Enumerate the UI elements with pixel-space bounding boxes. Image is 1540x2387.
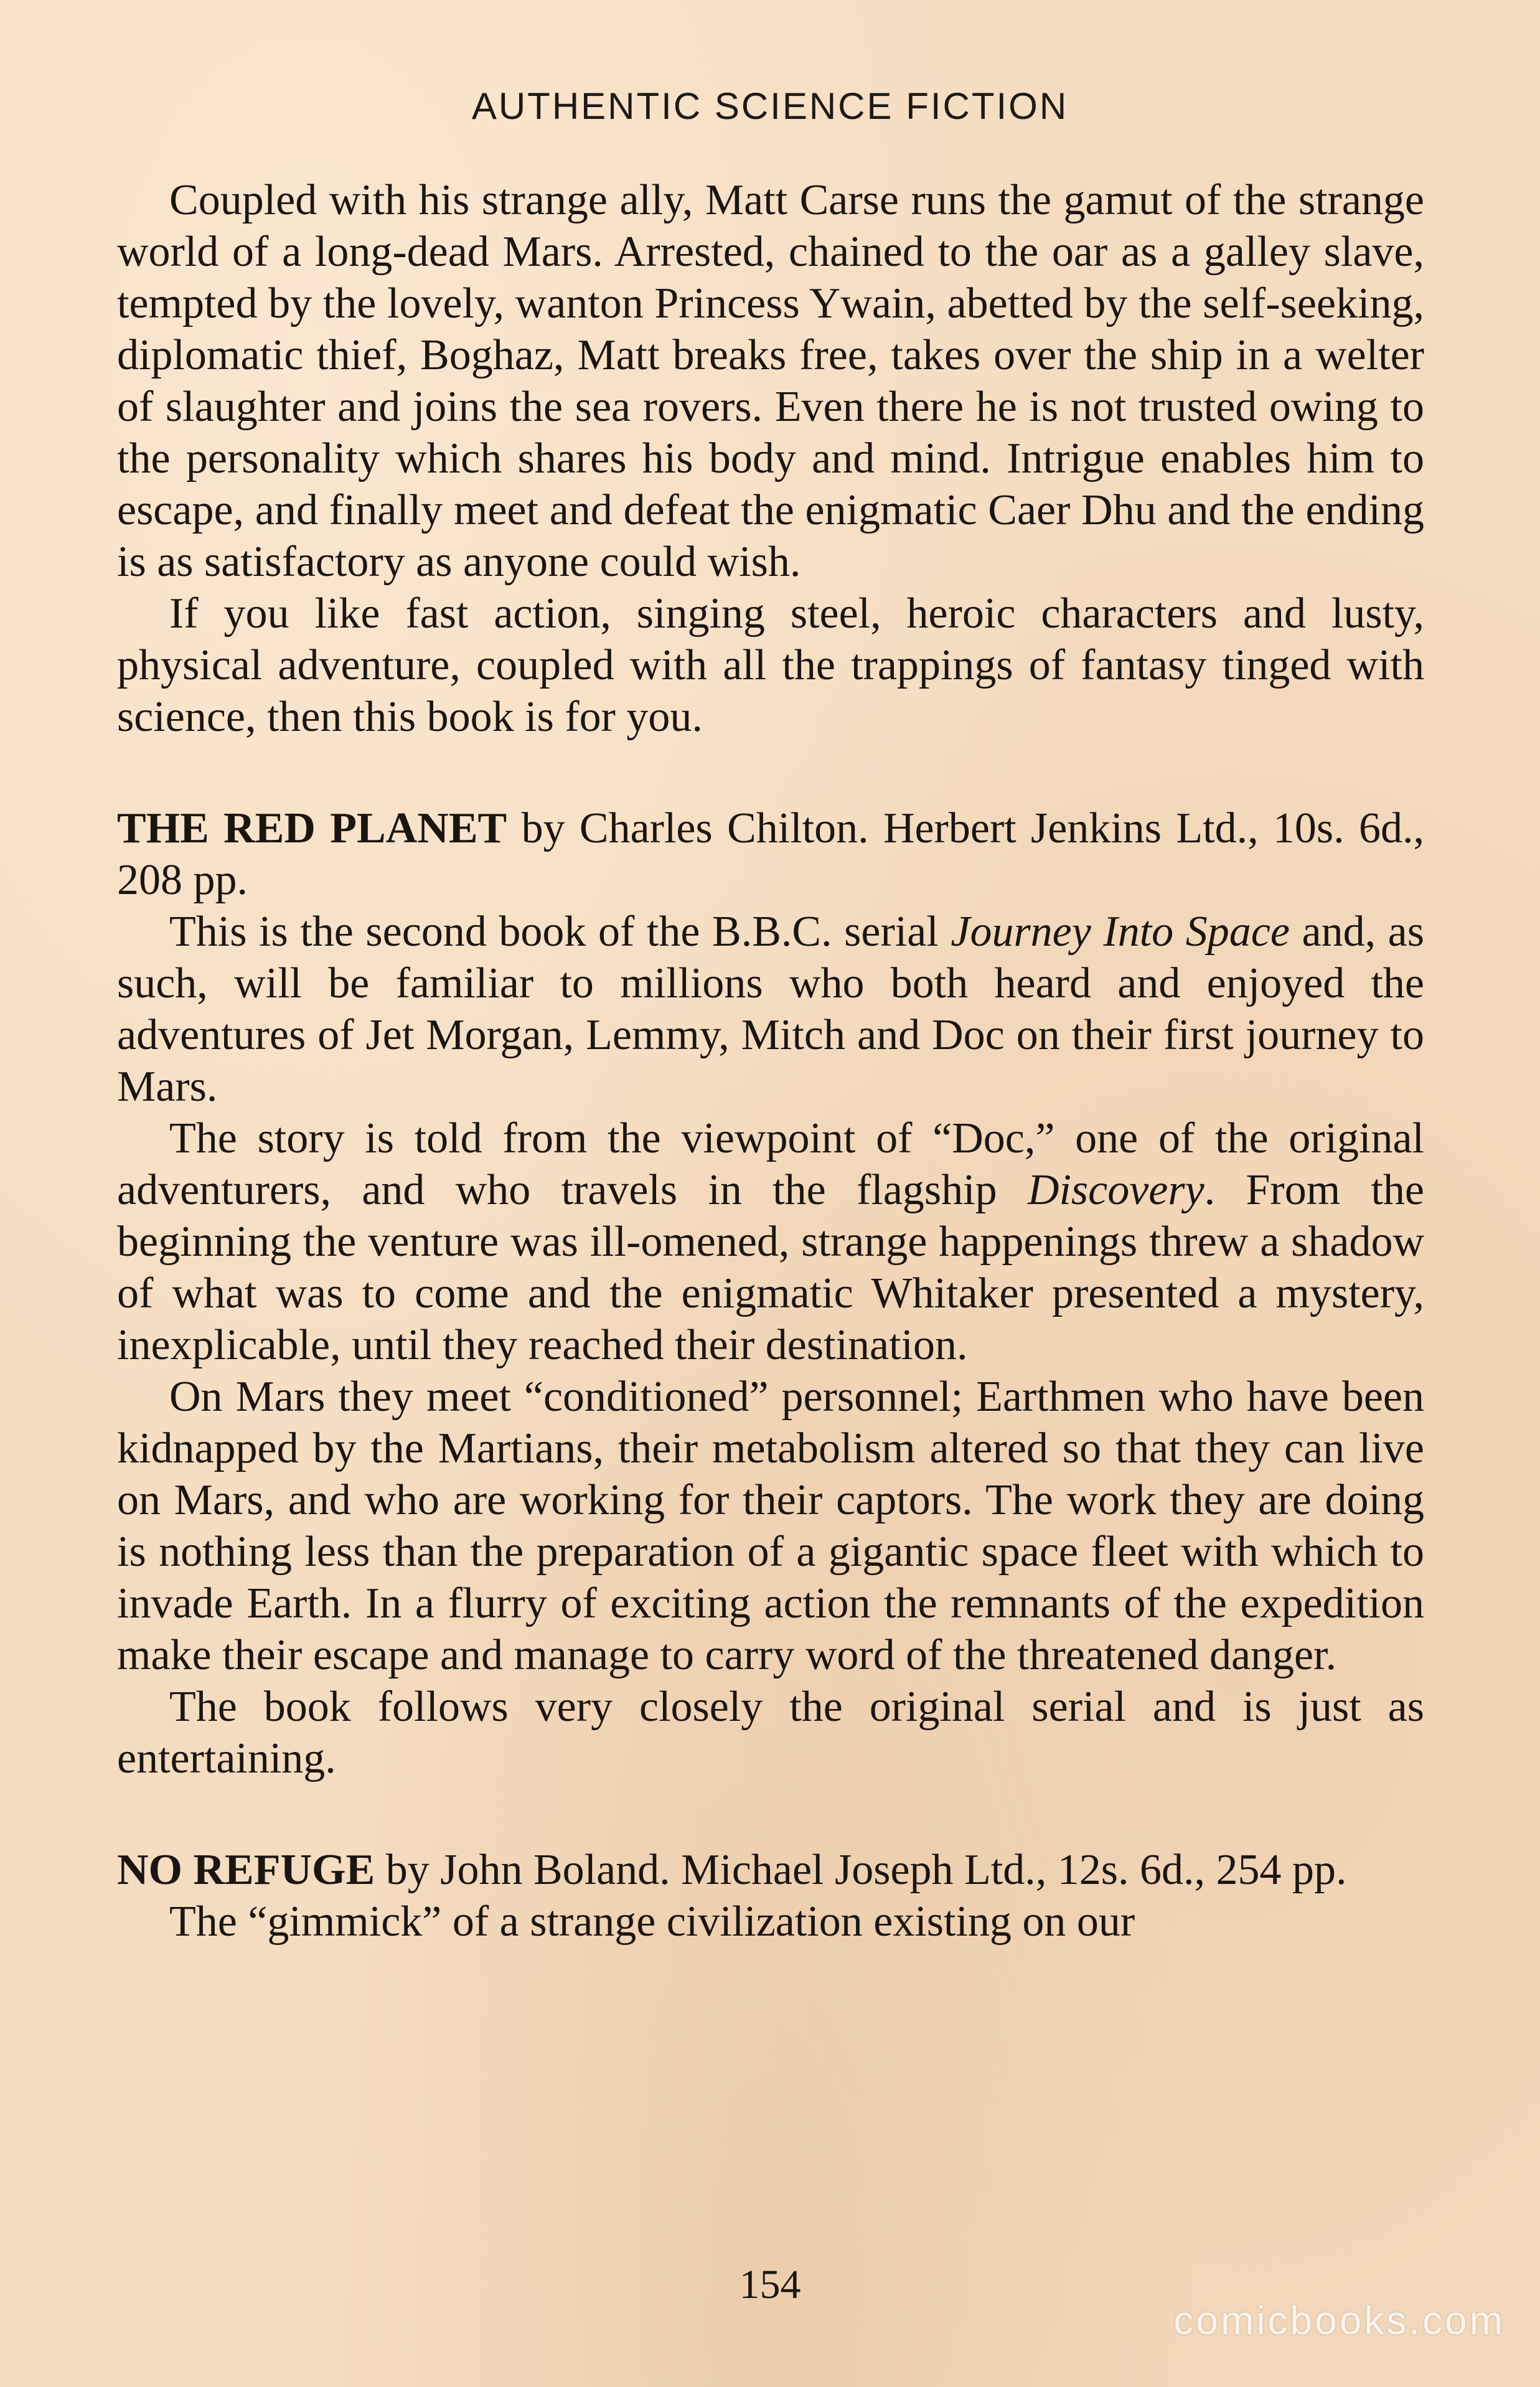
running-head: AUTHENTIC SCIENCE FICTION bbox=[471, 85, 1069, 127]
text-run: and, as such, will be familiar to millions who both heard and enjoyed the adventures of Jet Morgan, Lemmy, Mitch and Doc on their first journey to Mars. bbox=[117, 908, 1424, 1111]
review-heading bbox=[117, 1844, 1424, 1896]
text-run: This is the second book of the B.B.C. serial bbox=[169, 908, 951, 956]
book-title: NO REFUGE bbox=[117, 1846, 375, 1894]
text-run: The story is told from the viewpoint of “Doc,” one of the original adventurers, and who travels in the flagship bbox=[117, 1114, 1424, 1214]
review-no-refuge bbox=[117, 1844, 1424, 1947]
review-paragraph-1: The “gimmick” of a strange civilization existing on our bbox=[169, 1898, 1135, 1946]
book-byline: by Charles Chilton. Herbert Jenkins Ltd., 10s. 6d., 208 pp. bbox=[117, 804, 1424, 904]
text-run: . From the beginning the venture was ill-omened, strange happenings threw a shadow of what was to come and the enigmatic Whitaker presented a mystery, inexplicable, until they reached their destination. bbox=[117, 1166, 1424, 1369]
body-text bbox=[117, 174, 1424, 1947]
review-paragraph-4: The book follows very closely the original serial and is just as entertaining. bbox=[117, 1683, 1424, 1782]
serial-title: Journey Into Space bbox=[951, 908, 1290, 956]
review-heading bbox=[117, 803, 1424, 906]
review-paragraph-1 bbox=[117, 906, 1424, 1113]
ship-name: Discovery bbox=[1027, 1166, 1204, 1214]
intro-paragraph-2: If you like fast action, singing steel, heroic characters and lusty, physical adventure, coupled with all the trappings of fantasy tinged with science, then this book is for you. bbox=[117, 590, 1424, 741]
page-number: 154 bbox=[739, 2262, 801, 2307]
watermark: comicbooks.com bbox=[1173, 2298, 1505, 2343]
intro-paragraph-1: Coupled with his strange ally, Matt Carse runs the gamut of the strange world of a long-dead Mars. Arrested, chained to the oar as a galley slave, tempted by the lovely, wanton Princess Ywain, abetted by the self-seeking, diplomatic thief, Boghaz, Matt breaks free, takes over the ship in a welter of slaughter and joins the sea rovers. Even there he is not trusted owing to the personality which shares his body and mind. Intrigue enables him to escape, and finally meet and defeat the enigmatic Caer Dhu and the ending is as satisfactory as anyone could wish. bbox=[117, 176, 1424, 586]
book-byline: by John Boland. Michael Joseph Ltd., 12s. 6d., 254 pp. bbox=[375, 1846, 1347, 1894]
review-paragraph-2 bbox=[117, 1113, 1424, 1371]
book-title: THE RED PLANET bbox=[117, 804, 507, 852]
review-paragraph-3: On Mars they meet “conditioned” personnel; Earthmen who have been kidnapped by the Martians, their metabolism altered so that they can live on Mars, and who are working for their captors. The work they are doing is nothing less than the preparation of a gigantic space fleet with which to invade Earth. In a flurry of exciting action the remnants of the expedition make their escape and manage to carry word of the threatened danger. bbox=[117, 1373, 1424, 1679]
review-red-planet bbox=[117, 803, 1424, 1784]
